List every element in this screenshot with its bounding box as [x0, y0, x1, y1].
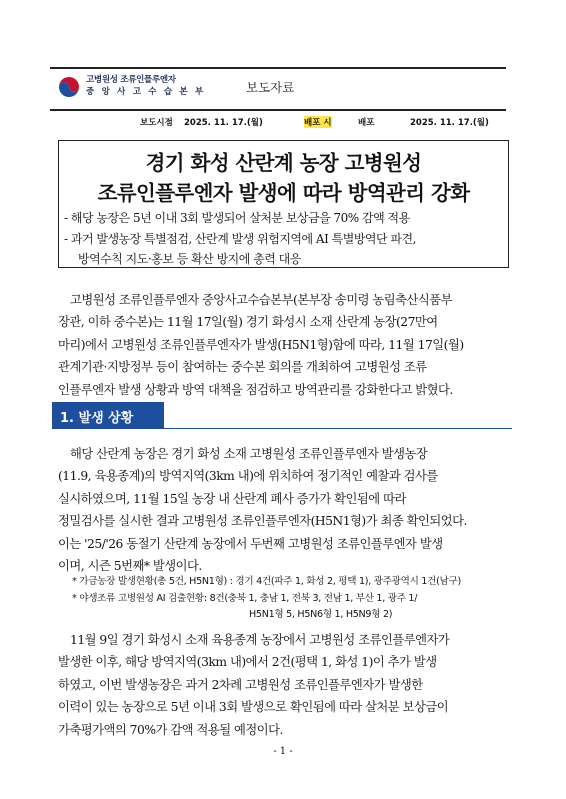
- page-number: - 1 -: [273, 746, 293, 757]
- paragraph-line: 가축평가액의 70%가 감액 적용될 예정이다.: [58, 722, 283, 737]
- paragraph-line: 이는 '25/'26 동절기 산란계 농장에서 두번째 고병원성 조류인플루엔자 발생: [58, 536, 443, 551]
- intro-line: 마리)에서 고병원성 조류인플루엔자가 발생(H5N1형)함에 따라, 11월 17일(월): [58, 337, 464, 352]
- paragraph-line: 하였고, 이번 발생농장은 과거 2차례 고병원성 조류인플루엔자가 발생한: [58, 677, 423, 692]
- summary-bullet-2: - 과거 발생농장 특별점검, 산란계 발생 위험지역에 AI 특별방역단 파견,: [64, 232, 416, 246]
- intro-line: 장관, 이하 중수본)는 11월 17일(월) 경기 화성시 소재 산란계 농장(27만여: [58, 315, 438, 330]
- org-name-line1: 고병원성 조류인플루엔자: [86, 75, 176, 85]
- intro-line: 인플루엔자 발생 상황과 방역 대책을 점검하고 방역관리를 강화한다고 밝혔다.: [58, 382, 453, 397]
- release-time-value: 2025. 11. 17.(월): [184, 118, 263, 128]
- paragraph-line: 실시하였으며, 11월 15일 농장 내 산란계 폐사 증가가 확인됨에 따라: [58, 491, 406, 506]
- paragraph-line: 이력이 있는 농장으로 5년 이내 3회 발생으로 확인됨에 따라 살처분 보상금이: [58, 700, 449, 715]
- headline-box: [58, 140, 509, 268]
- occurrence-paragraph: [58, 443, 510, 577]
- paragraph-line: 발생한 이후, 해당 방역지역(3km 내)에서 2건(평택 1, 화성 1)이 추가 발생: [58, 655, 437, 670]
- release-timing-row: [0, 116, 566, 132]
- document-type-label: 보도자료: [246, 80, 295, 95]
- paragraph-line: 해당 산란계 농장은 경기 화성 소재 고병원성 조류인플루엔자 발생농장: [70, 447, 428, 461]
- distribution-value: 2025. 11. 17.(월): [410, 118, 489, 128]
- distribution-highlight: 배포 시: [304, 118, 332, 128]
- intro-line: 고병원성 조류인플루엔자 중앙사고수습본부(본부장 송미령 농림축산식품부: [70, 293, 453, 307]
- headline-line1: 경기 화성 산란계 농장 고병원성: [145, 151, 422, 175]
- history-paragraph: [58, 629, 510, 741]
- release-time-label: 보도시점: [140, 118, 173, 128]
- organization-name: [86, 75, 205, 98]
- paragraph-line: 이며, 시즌 5번째* 발생이다.: [58, 559, 202, 574]
- footnote-wild-birds-cont: H5N1형 5, H5N6형 1, H5N9형 2): [249, 609, 393, 620]
- summary-bullet-1: - 해당 농장은 5년 이내 3회 발생되어 살처분 보상금을 70% 감액 적용: [64, 211, 410, 225]
- intro-line: 관계기관·지방정부 등이 참여하는 중수본 회의를 개최하여 고병원성 조류: [58, 360, 427, 375]
- summary-bullet-2-cont: 방역수칙 지도·홍보 등 확산 방지에 총력 대응: [78, 252, 301, 266]
- intro-paragraph: [58, 289, 510, 401]
- org-name-line2: 중 앙 사 고 수 습 본 부: [86, 87, 206, 97]
- paragraph-line: 11월 9일 경기 화성시 소재 육용종계 농장에서 고병원성 조류인플루엔자가: [70, 633, 450, 647]
- government-taegeuk-logo-icon: [56, 74, 82, 100]
- footnote-poultry-farms: * 가금농장 발생현황(총 5건, H5N1형) : 경기 4건(파주 1, 화성 2, 평택 1), 광주광역시 1건(남구): [72, 576, 461, 587]
- footnote-wild-birds: * 야생조류 고병원성 AI 검출현황: 8건(충북 1, 충남 1, 전북 3, 전남 1, 부산 1, 광주 1/: [72, 593, 418, 604]
- section-heading: [52, 402, 512, 429]
- press-release-header: [50, 67, 506, 111]
- paragraph-line: (11.9, 육용종계)의 방역지역(3km 내)에 위치하여 정기적인 예찰과 검사를: [58, 469, 438, 484]
- distribution-label: 배포: [358, 118, 375, 128]
- headline-line2: 조류인플루엔자 발생에 따라 방역관리 강화: [97, 181, 470, 205]
- paragraph-line: 정밀검사를 실시한 결과 고병원성 조류인플루엔자(H5N1형)가 최종 확인되었다.: [58, 514, 467, 529]
- section-heading-label: 1. 발생 상황: [60, 411, 134, 426]
